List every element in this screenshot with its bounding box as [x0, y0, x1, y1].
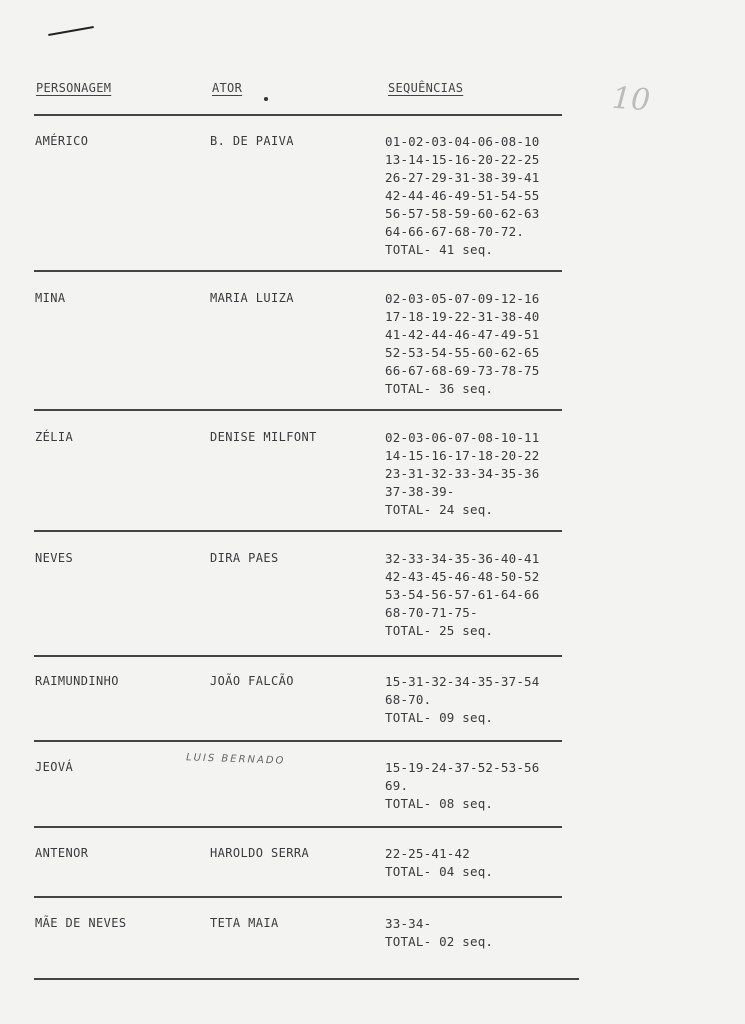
character-name: JEOVÁ [35, 760, 74, 774]
actor-name: B. DE PAIVA [210, 134, 294, 148]
sequence-line: 13-14-15-16-20-22-25 [385, 152, 540, 167]
sequence-total: TOTAL- 36 seq. [385, 381, 494, 396]
sequence-line: 66-67-68-69-73-78-75 [385, 363, 540, 378]
sequence-list [385, 673, 540, 727]
row-divider [34, 978, 579, 980]
character-name: ZÉLIA [35, 430, 74, 444]
row-divider [34, 270, 562, 272]
actor-name-handwritten: LUIS BERNADO [185, 752, 286, 767]
row-divider [34, 826, 562, 828]
character-name: AMÉRICO [35, 134, 89, 148]
sequence-line: 17-18-19-22-31-38-40 [385, 309, 540, 324]
sequence-line: 15-19-24-37-52-53-56 [385, 760, 540, 775]
sequence-total: TOTAL- 25 seq. [385, 623, 494, 638]
row-divider [34, 896, 562, 898]
character-name: ANTENOR [35, 846, 89, 860]
sequence-line: 42-43-45-46-48-50-52 [385, 569, 540, 584]
row-divider [34, 655, 562, 657]
actor-name: JOÃO FALCÃO [210, 674, 294, 688]
sequence-line: 32-33-34-35-36-40-41 [385, 551, 540, 566]
sequence-line: 02-03-05-07-09-12-16 [385, 291, 540, 306]
sequence-line: 33-34- [385, 916, 432, 931]
sequence-total: TOTAL- 24 seq. [385, 502, 494, 517]
sequence-line: 68-70. [385, 692, 432, 707]
row-divider [34, 530, 562, 532]
header-character: PERSONAGEM [36, 81, 112, 95]
pen-mark [48, 26, 94, 36]
sequence-list [385, 845, 493, 881]
actor-name: DIRA PAES [210, 551, 279, 565]
sequence-line: 69. [385, 778, 409, 793]
sequence-total: TOTAL- 08 seq. [385, 796, 494, 811]
sequence-line: 64-66-67-68-70-72. [385, 224, 525, 239]
sequence-line: 14-15-16-17-18-20-22 [385, 448, 540, 463]
sequence-line: 53-54-56-57-61-64-66 [385, 587, 540, 602]
sequence-line: 15-31-32-34-35-37-54 [385, 674, 540, 689]
sequence-line: 56-57-58-59-60-62-63 [385, 206, 540, 221]
sequence-line: 23-31-32-33-34-35-36 [385, 466, 540, 481]
ink-dot [264, 97, 268, 101]
header-rule [34, 114, 562, 116]
sequence-total: TOTAL- 04 seq. [385, 864, 494, 879]
sequence-list [385, 290, 540, 398]
sequence-list [385, 915, 493, 951]
sequence-total: TOTAL- 41 seq. [385, 242, 494, 257]
sequence-line: 41-42-44-46-47-49-51 [385, 327, 540, 342]
row-divider [34, 409, 562, 411]
sequence-list [385, 550, 540, 640]
sequence-line: 52-53-54-55-60-62-65 [385, 345, 540, 360]
actor-name: DENISE MILFONT [210, 430, 317, 444]
row-divider [34, 740, 562, 742]
actor-name: MARIA LUIZA [210, 291, 294, 305]
sequence-list [385, 759, 540, 813]
sequence-total: TOTAL- 02 seq. [385, 934, 494, 949]
sequence-line: 42-44-46-49-51-54-55 [385, 188, 540, 203]
header-sequences: SEQUÊNCIAS [388, 81, 464, 95]
page-number: 10 [610, 80, 652, 119]
character-name: RAIMUNDINHO [35, 674, 119, 688]
sequence-line: 02-03-06-07-08-10-11 [385, 430, 540, 445]
character-name: NEVES [35, 551, 74, 565]
sequence-list [385, 429, 540, 519]
header-actor: ATOR [212, 81, 243, 95]
actor-name: HAROLDO SERRA [210, 846, 310, 860]
sequence-line: 01-02-03-04-06-08-10 [385, 134, 540, 149]
actor-name: TETA MAIA [210, 916, 279, 930]
sequence-total: TOTAL- 09 seq. [385, 710, 494, 725]
character-name: MÃE DE NEVES [35, 916, 127, 930]
sequence-line: 68-70-71-75- [385, 605, 478, 620]
sequence-line: 22-25-41-42 [385, 846, 470, 861]
character-name: MINA [35, 291, 66, 305]
sequence-list [385, 133, 540, 259]
sequence-line: 26-27-29-31-38-39-41 [385, 170, 540, 185]
sequence-line: 37-38-39- [385, 484, 455, 499]
